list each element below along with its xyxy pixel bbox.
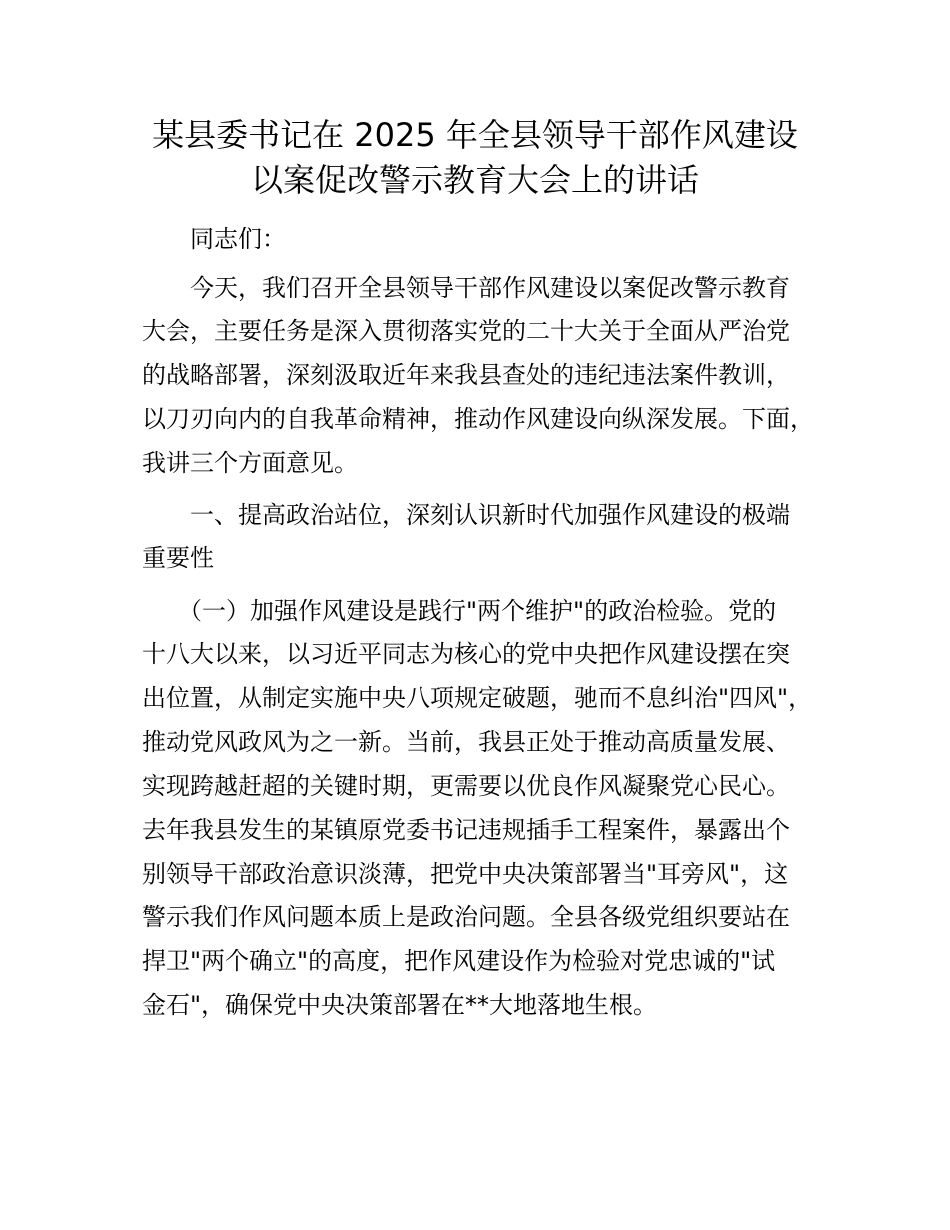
para1-line-7: 别领导干部政治意识淡薄，把党中央决策部署当"耳旁风"，这	[142, 860, 789, 888]
intro-line-2: 大会，主要任务是深入贯彻落实党的二十大关于全面从严治党	[142, 317, 790, 345]
document-title-line-2: 以案促改警示教育大会上的讲话	[250, 161, 699, 199]
document-title-line-1: 某县委书记在 2025 年全县领导干部作风建设	[152, 116, 798, 154]
greeting: 同志们：	[190, 225, 286, 253]
intro-line-5: 我讲三个方面意见。	[142, 449, 358, 477]
para1-line-5: 实现跨越赶超的关键时期，更需要以优良作风凝聚党心民心。	[142, 772, 790, 800]
para1-line-8: 警示我们作风问题本质上是政治问题。全县各级党组织要站在	[142, 903, 790, 931]
para1-line-3: 出位置，从制定实施中央八项规定破题，驰而不息纠治"四风"，	[142, 684, 813, 712]
para1-line-4: 推动党风政风为之一新。当前，我县正处于推动高质量发展、	[142, 728, 790, 756]
intro-line-3: 的战略部署，深刻汲取近年来我县查处的违纪违法案件教训，	[142, 361, 790, 389]
para1-line-10: 金石"，确保党中央决策部署在**大地落地生根。	[142, 991, 658, 1019]
intro-line-4: 以刀刃向内的自我革命精神，推动作风建设向纵深发展。下面，	[142, 405, 814, 433]
para1-line-6: 去年我县发生的某镇原党委书记违规插手工程案件，暴露出个	[142, 816, 790, 844]
para1-line-2: 十八大以来，以习近平同志为核心的党中央把作风建设摆在突	[142, 640, 790, 668]
section-1-heading-line-1: 一、提高政治站位，深刻认识新时代加强作风建设的极端	[190, 501, 790, 529]
para1-line-9: 捍卫"两个确立"的高度，把作风建设作为检验对党忠诚的"试	[142, 947, 776, 975]
para1-line-1: （一）加强作风建设是践行"两个维护"的政治检验。党的	[178, 597, 777, 625]
intro-line-1: 今天，我们召开全县领导干部作风建设以案促改警示教育	[190, 274, 790, 302]
section-1-heading-line-2: 重要性	[142, 544, 214, 572]
